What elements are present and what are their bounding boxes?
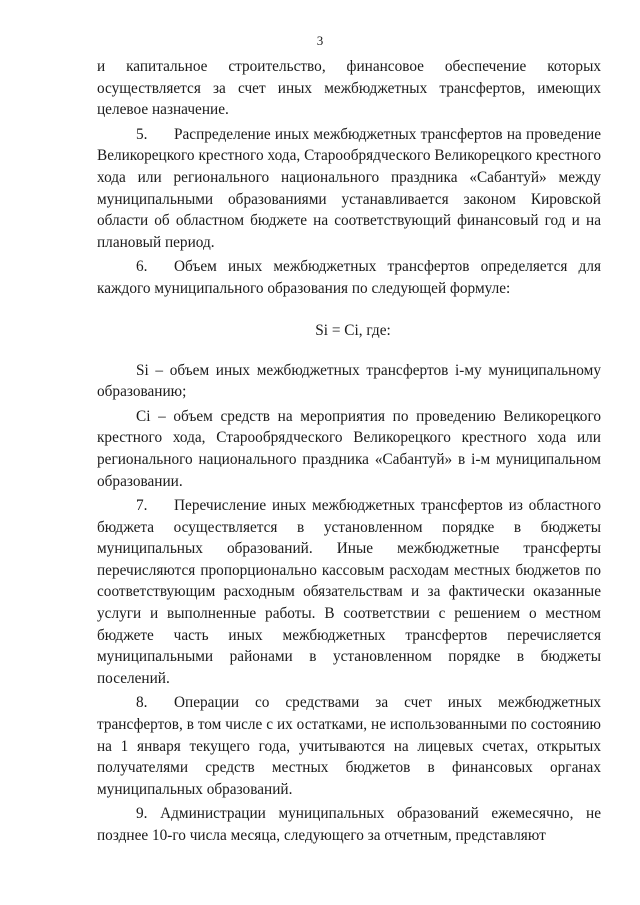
paragraph-7 <box>97 495 601 689</box>
document-body <box>97 56 601 847</box>
paragraph-6-text: Объем иных межбюджетных трансфертов определяется для каждого муниципального образования по следующей формуле: <box>97 258 601 297</box>
paragraph-6 <box>97 256 601 299</box>
paragraph-7-number: 7. <box>136 497 148 515</box>
paragraph-5-number: 5. <box>136 125 148 143</box>
definition-ci: Ci – объем средств на мероприятия по проведению Великорецкого крестного хода, Старообрядческого Великорецкого крестного хода или регионального национального праздника «Сабантуй» в i-м муниципальном образовании. <box>97 407 601 490</box>
paragraph-continuation: и капитальное строительство, финансовое обеспечение которых осуществляется за счет иных межбюджетных трансфертов, имеющих целевое назначение. <box>97 58 601 119</box>
page-number: 3 <box>316 33 324 48</box>
paragraph-8 <box>97 692 601 800</box>
definition-si: Si – объем иных межбюджетных трансфертов i-му муниципальному образованию; <box>97 361 601 401</box>
paragraph-8-number: 8. <box>136 694 148 712</box>
paragraph-8-text: Операции со средствами за счет иных межбюджетных трансфертов, в том числе с их остатками, не использованными по состоянию на 1 января текущего года, учитываются на лицевых счетах, открытых получателями средств местных бюджетов в финансовых органах муниципальных образований. <box>97 694 601 798</box>
paragraph-9: 9. Администрации муниципальных образований ежемесячно, не позднее 10-го числа месяца, следующего за отчетным, представляют <box>97 805 601 844</box>
formula: Si = Ci, где: <box>315 321 391 339</box>
paragraph-5-text: Распределение иных межбюджетных трансфертов на проведение Великорецкого крестного хода, Старообрядческого Великорецкого крестного хода или регионального национального праздника «Сабантуй» между муниципальными образованиями устанавливается законом Кировской области об областном бюджете на соответствующий финансовый год и на плановый период. <box>97 125 601 251</box>
paragraph-7-text: Перечисление иных межбюджетных трансфертов из областного бюджета осуществляется в установленном порядке в бюджеты муниципальных образований. Иные межбюджетные трансферты перечисляются пропорционально кассовым расходам местных бюджетов по соответствующим расходным обязательствам и за фактически оказанные услуги и выполненные работы. В соответствии с решением о местном бюджете часть иных межбюджетных трансфертов перечисляется муниципальными районами в установленном порядке в бюджеты поселений. <box>97 497 601 687</box>
paragraph-5 <box>97 124 601 254</box>
paragraph-6-number: 6. <box>136 258 148 276</box>
